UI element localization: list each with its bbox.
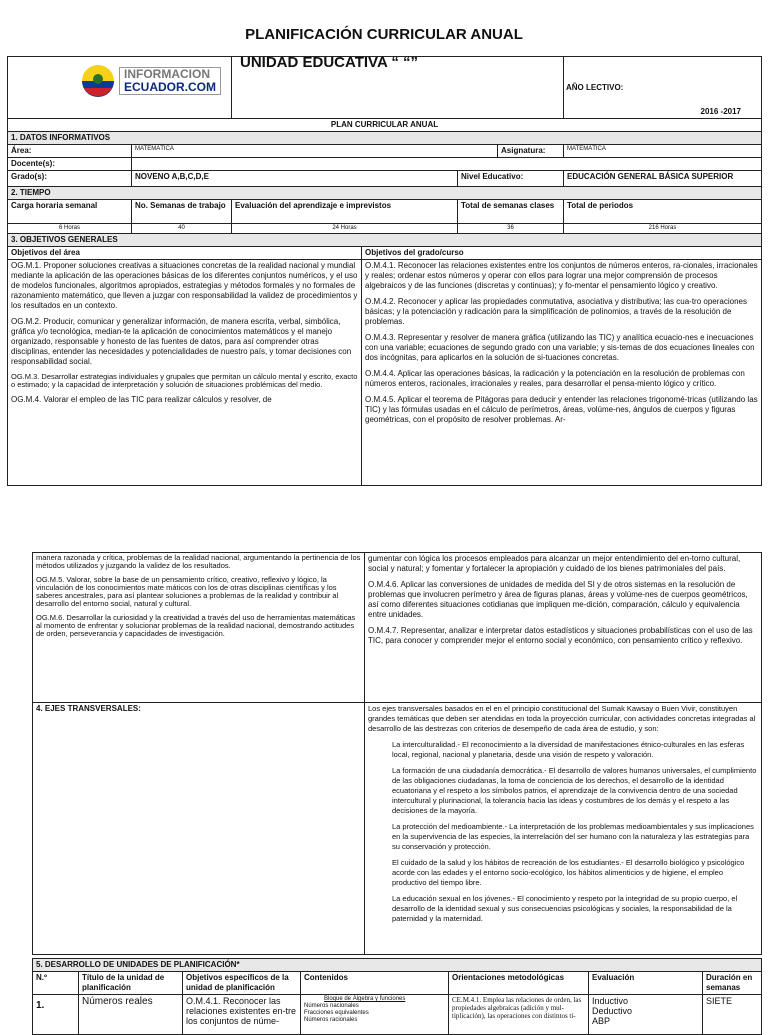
anio-lectivo-value: 2016 -2017 [700,107,741,116]
eje-item: La interculturalidad.- El reconocimiento a la diversidad de manifestaciones étnico-culturales en las esferas local, regional, nacional y planetaria, desde una visión de respeto y valoración. [392,740,745,759]
tiempo-value: 216 Horas [564,224,762,234]
desarrollo-header: Contenidos [301,972,449,995]
ejes-cell [365,703,762,955]
objetivos-area-cont [33,553,365,703]
unidad-educativa: UNIDAD EDUCATIVA “ “” [232,57,564,119]
contenido-item: Números nacionales [304,1003,359,1009]
anio-lectivo-label: AÑO LECTIVO: [566,83,624,92]
objetivos-grado-header: Objetivos del grado/curso [362,247,762,260]
tiempo-header: Carga horaria semanal [8,200,132,224]
continuation-table [32,552,762,955]
tiempo-header: Total de semanas clases [458,200,564,224]
objetivo-grado: O.M.4.5. Aplicar el teorema de Pitágoras para deducir y entender las relaciones trigonomé-tricas (utilizando las TIC) y las fórmulas usadas en el cálculo de perímetros, áreas, volúme-nes, ángulos de cuerpos y figuras geométricas, con el propósito de resolver problemas. Ar- [365,395,758,424]
logo-cell [8,57,232,119]
objetivo-area: OG.M.4. Valorar el empleo de las TIC para realizar cálculos y resolver, de [11,395,272,404]
ejes-section: 4. EJES TRANSVERSALES: [33,703,365,955]
contenido-item: Bloque de Álgebra y funciones [324,996,406,1002]
desarrollo-header: Duración en semanas [703,972,762,995]
nivel-value: EDUCACIÓN GENERAL BÁSICA SUPERIOR [564,171,762,187]
objetivo-grado: O.M.4.7. Representar, analizar e interpretar datos estadísticos y situaciones probabilísticas con el uso de las TIC, para conocer y comprender mejor el entorno social y económico, con pensamiento crítico y reflexivo. [368,626,753,645]
nivel-label: Nivel Educativo: [458,171,564,187]
grado-value: NOVENO A,B,C,D,E [132,171,458,187]
objetivo-grado: O.M.4.6. Aplicar las conversiones de unidades de medida del SI y de otros sistemas en la resolución de problemas que involucren perímetro y área de figuras planas, áreas y volúme-nes de cuerpos geométricos, así como diferentes situaciones cotidianas que impliquen me-dición, comparación, cálculo y equivalencia entre unidades. [368,580,748,619]
unidad-contenidos [301,995,449,1035]
objetivo-grado: O.M.4.1. Reconocer las relaciones existentes entre los conjuntos de números enteros, ra-cionales, irracionales y reales; ordenar estos números y operar con ellos para lograr una mejor comprensión de procesos algebraicos y de las funciones (discretas y continuas); y fo-mentar el pensamiento lógico y creativo. [365,261,758,290]
unidad-duracion: SIETE [703,995,762,1035]
unidad-titulo: Números reales [79,995,183,1035]
desarrollo-section: 5. DESARROLLO DE UNIDADES DE PLANIFICACIÓN* [33,959,762,972]
objetivos-area-cell [8,260,362,486]
objetivo-area: OG.M.5. Valorar, sobre la base de un pensamiento crítico, creativo, reflexivo y lógico, la vinculación de los conocimientos mate máticos con los de otras disciplinas científicas y los saberes ancestrales, para así plantear soluciones a problemas de la realidad y contribuir al desarrollo del entorno social, natural y cultural. [36,575,339,608]
objetivo-grado: O.M.4.3. Representar y resolver de manera gráfica (utilizando las TIC) y analítica ecuacio-nes e inecuaciones con una variable; ecuaciones de segundo grado con una variable; y sis-temas de dos ecuaciones lineales con dos incógnitas, para aplicarlos en la solución de si-tuaciones concretas. [365,333,755,362]
objetivos-grado-cell [362,260,762,486]
evaluacion-item: ABP [592,1016,611,1026]
desarrollo-header: Título de la unidad de planificación [79,972,183,995]
logo [81,64,228,98]
asignatura-label: Asignatura: [498,145,564,158]
document-title: PLANIFICACIÓN CURRICULAR ANUAL [245,26,523,43]
logo-line-2: ECUADOR.COM [124,80,216,94]
docente-label: Docente(s): [8,158,132,171]
contenido-item: Números racionales [304,1017,358,1023]
desarrollo-header: Objetivos específicos de la unidad de planificación [183,972,301,995]
objetivo-grado: O.M.4.2. Reconocer y aplicar las propiedades conmutativa, asociativa y distributiva; las cua-tro operaciones básicas; y la potenciación y radicación para la simplificación de polinomios, a través de la resolución de problemas. [365,297,747,326]
objetivo-area: OG.M.1. Proponer soluciones creativas a situaciones concretas de la realidad nacional y mundial mediante la aplicación de las operaciones básicas de los diferentes conjuntos numéricos, y el uso de modelos funcionales, algoritmos apropiados, estrategias y métodos formales y no formales de razonamiento matemático, que lleven a juzgar con responsabilidad la validez de procedimientos y los resultados en un contexto. [11,261,358,310]
plan-label: PLAN CURRICULAR ANUAL [8,119,762,132]
asignatura-value: MATEMÁTICA [564,145,762,158]
objetivo-area: manera razonada y crítica, problemas de la realidad nacional, argumentando la pertinencia de los métodos utilizados y juzgando la validez de los resultados. [36,553,361,570]
desarrollo-table [32,958,762,1035]
tiempo-header: No. Semanas de trabajo [132,200,232,224]
unidad-evaluacion [589,995,703,1035]
tiempo-value: 6 Horas [8,224,132,234]
tiempo-value: 40 [132,224,232,234]
objetivos-grado-cont [365,553,762,703]
logo-line-1: INFORMACION [124,67,210,81]
objetivo-area: OG.M.6. Desarrollar la curiosidad y la creatividad a través del uso de herramientas matemáticas al momento de enfrentar y solucionar problemas de la realidad nacional, demostrando actitudes de orden, perseverancia y capacidades de investigación. [36,613,356,638]
unidad-numero: 1. [33,995,79,1035]
objetivo-grado: gumentar con lógica los procesos empleados para alcanzar un mejor entendimiento del en-torno cultural, social y natural; y fomentar y fortalecer la apropiación y cuidado de los bienes patrimoniales del país. [368,554,741,573]
docente-value [132,158,762,171]
objetivo-area: OG.M.3. Desarrollar estrategias individuales y grupales que permitan un cálculo mental y escrito, exacto o estimado; y la capacidad de interpretación y solución de situaciones problémicas del medio. [11,372,358,389]
tiempo-header: Evaluación del aprendizaje e imprevistos [232,200,458,224]
evaluacion-item: Deductivo [592,1006,633,1016]
ejes-intro: Los ejes transversales basados en el en el principio constitucional del Sumak Kawsay o Buen Vivir, constituyen grandes temáticas que deben ser atendidas en toda la proyección curricular, con actividades concretas integradas al desarrollo de las destrezas con criterios de desempeño de cada área de estudio, y son: [368,704,756,733]
evaluacion-item: Inductivo [592,996,629,1006]
eje-item: La educación sexual en los jóvenes.- El conocimiento y respeto por la integridad de su propio cuerpo, el desarrollo de la identidad sexual y sus consecuencias psicológicas y sociales, la responsabilidad de la paternidad y la maternidad. [392,894,738,923]
grado-label: Grado(s): [8,171,132,187]
objetivo-grado: O.M.4.4. Aplicar las operaciones básicas, la radicación y la potenciación en la resolución de problemas con números enteros, racionales, irracionales y reales, para desarrollar el pensa-miento lógico y crítico. [365,369,745,388]
desarrollo-header: N.º [33,972,79,995]
unidad-objetivos: O.M.4.1. Reconocer las relaciones existentes en-tre los conjuntos de núme- [183,995,301,1035]
tiempo-header: Total de periodos [564,200,762,224]
header-table [7,56,762,486]
eje-item: La formación de una ciudadanía democrática.- El desarrollo de valores humanos universales, el cumplimiento de las obligaciones ciudadanas, la toma de conciencia de los derechos, el desarrollo de la identidad ecuatoriana y el respeto a los símbolos patrios, el aprendizaje de la convivencia dentro de una sociedad intercultural y plurinacional, la tolerancia hacia las ideas y costumbres de los demás y el respeto a las decisiones de la mayoría. [392,766,757,815]
objetivos-area-header: Objetivos del área [8,247,362,260]
desarrollo-header: Orientaciones metodológicas [449,972,589,995]
ecuador-flag-icon [81,64,115,98]
area-label: Área: [8,145,132,158]
desarrollo-header: Evaluación [589,972,703,995]
objetivos-section: 3. OBJETIVOS GENERALES [8,234,762,247]
contenido-item: Fracciones equivalentes [304,1010,369,1016]
tiempo-value: 36 [458,224,564,234]
tiempo-section: 2. TIEMPO [8,187,762,200]
area-value: MATEMÁTICA [132,145,498,158]
objetivo-area: OG.M.2. Producir, comunicar y generalizar información, de manera escrita, verbal, simbólica, gráfica y/o tecnológica, median-te la aplicación de conocimientos matemáticos y el manejo organizado, responsable y honesto de las fuentes de datos, para así comprender otras disciplinas, entender las necesidades y potencialidades de nuestro país, y tomar decisiones con responsabilidad social. [11,317,352,366]
eje-item: El cuidado de la salud y los hábitos de recreación de los estudiantes.- El desarrollo biológico y psicológico acorde con las edades y el entorno socio-ecológico, los hábitos alimenticios y de higiene, el empleo productivo del tiempo libre. [392,858,745,887]
unidad-orientaciones: CE.M.4.1. Emplea las relaciones de orden, las propiedades algebraicas (adición y mul-tiplicación), las operaciones con distintos ti- [449,995,589,1035]
tiempo-value: 24 Horas [232,224,458,234]
anio-lectivo-cell [564,57,762,119]
eje-item: La protección del medioambiente.- La interpretación de los problemas medioambientales y sus implicaciones en la supervivencia de las especies, la interrelación del ser humano con la naturaleza y las estrategias para su conservación y protección. [392,822,754,851]
datos-section: 1. DATOS INFORMATIVOS [8,132,762,145]
